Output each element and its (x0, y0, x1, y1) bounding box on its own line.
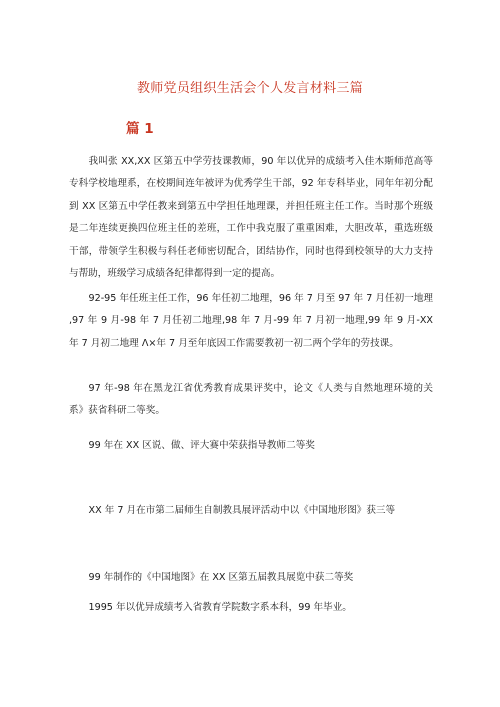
document-title: 教师党员组织生活会个人发言材料三篇 (136, 81, 364, 96)
section-heading: 篇 1 (126, 121, 154, 137)
paragraph-award-teaching-aid: XX 年 7 月在市第二届师生自制教具展评活动中以《中国地形图》获三等 (88, 505, 396, 516)
paragraph-education: 1995 年以优异成绩考入省教育学院数字系本科，99 年毕业。 (88, 602, 352, 613)
paragraph-award-map: 99 年制作的《中国地图》在 XX 区第五届教具展览中获二等奖 (88, 572, 354, 583)
paragraph-award-contest: 99 年在 XX 区说、做、评大赛中荣获指导教师二等奖 (88, 440, 315, 451)
paragraph-award-paper: 97 年-98 年在黑龙江省优秀教育成果评奖中，论文《人类与自然地理环境的关系》获省科研二等奖。 (69, 383, 433, 417)
paragraph-intro: 我叫张 XX,XX 区第五中学劳技课教师，90 年以优异的成绩考入佳木斯师范高等专科学校地理系，在校期间连年被评为优秀学生干部，92 年专科毕业，同年年初分配到 XX 区第五中学任教来到第五中学担任地理课，并担任班主任工作。当时那个班级是二年连续更换四位班主任的差班，工作中我克服了重重困难，大胆改革，重选班级干部，带领学生积极与科任老师密切配合，团结协作，同时也得到校领导的大力支持与帮助，班级学习成绩各纪律都得到一定的提高。 (69, 156, 433, 280)
paragraph-work-history: 92-95 年任班主任工作，96 年任初二地理，96 年 7 月至 97 年 7 月任初一地理 ,97 年 9 月-98 年 7 月任初二地理,98 年 7 月-99 年 7 月初一地理,99 年 9 月-XX 年 7 月初二地理 Λ×年 7 月至年底因工作需要教初一初二两个学年的劳技课。 (69, 293, 433, 349)
